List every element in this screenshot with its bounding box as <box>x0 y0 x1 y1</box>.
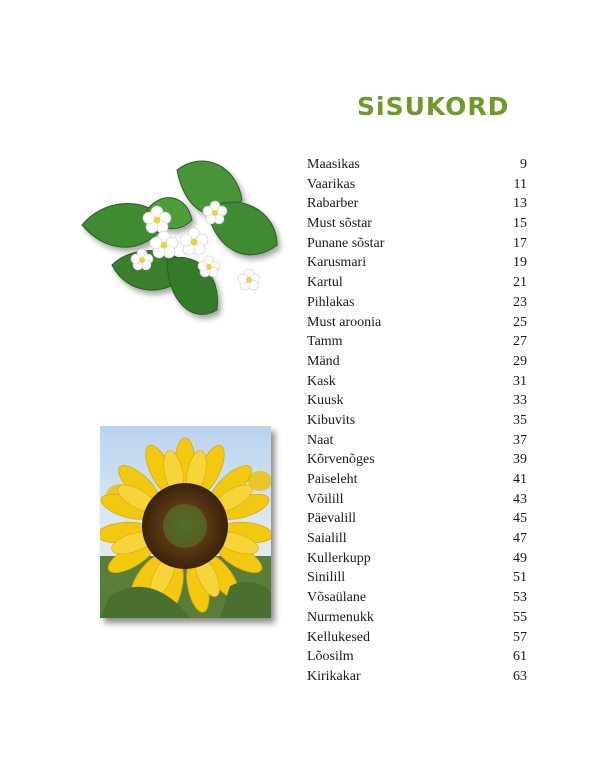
toc-entry-name: Vaarikas <box>307 176 356 192</box>
toc-page-number: 27 <box>513 334 527 350</box>
toc-entry-name: Võsaülane <box>307 590 367 606</box>
toc-row <box>307 194 527 214</box>
toc-page-number: 55 <box>513 609 527 625</box>
toc-entry-name: Nurmenukk <box>307 609 374 625</box>
toc-entry-name: Päevalill <box>307 511 356 527</box>
toc-entry-name: Punane sõstar <box>307 235 385 251</box>
toc-entry-name: Lõosilm <box>307 649 354 665</box>
table-of-contents <box>307 155 527 687</box>
toc-row <box>307 273 527 293</box>
toc-page-number: 47 <box>513 531 527 547</box>
toc-entry-name: Must sõstar <box>307 216 372 232</box>
toc-page-number: 41 <box>513 472 527 487</box>
toc-row <box>307 490 527 510</box>
toc-entry-name: Kirikakar <box>307 668 361 684</box>
toc-row <box>307 214 527 234</box>
toc-entry-name: Võilill <box>307 491 344 507</box>
toc-page-number: 63 <box>513 668 527 684</box>
toc-row <box>307 588 527 608</box>
toc-page-number: 17 <box>513 235 527 251</box>
toc-row <box>307 549 527 569</box>
toc-entry-name: Kullerkupp <box>307 550 371 566</box>
toc-page-number: 43 <box>513 491 527 507</box>
toc-row <box>307 352 527 372</box>
toc-row <box>307 608 527 628</box>
toc-page-number: 21 <box>513 275 527 291</box>
toc-page-number: 31 <box>513 373 527 389</box>
toc-entry-name: Karusmari <box>307 255 367 271</box>
toc-page-number: 33 <box>513 393 527 409</box>
strawberry-illustration <box>72 150 290 330</box>
toc-row <box>307 372 527 392</box>
toc-row <box>307 647 527 667</box>
toc-entry-name: Tamm <box>307 334 343 350</box>
toc-entry-name: Pihlakas <box>307 294 355 310</box>
toc-row <box>307 411 527 431</box>
toc-row <box>307 529 527 549</box>
toc-entry-name: Paiseleht <box>307 472 358 487</box>
toc-entry-name: Naat <box>307 432 334 448</box>
toc-row <box>307 509 527 529</box>
toc-row <box>307 175 527 195</box>
toc-entry-name: Maasikas <box>307 157 360 172</box>
toc-page-number: 51 <box>513 570 527 586</box>
toc-page-number: 9 <box>520 157 527 172</box>
toc-page-number: 57 <box>513 629 527 645</box>
toc-entry-name: Kibuvits <box>307 412 356 428</box>
toc-row <box>307 234 527 254</box>
toc-page-number: 49 <box>513 550 527 566</box>
toc-entry-name: Saialill <box>307 531 347 547</box>
toc-page-number: 29 <box>513 353 527 369</box>
toc-page-number: 37 <box>513 432 527 448</box>
toc-page-number: 25 <box>513 314 527 330</box>
toc-row <box>307 470 527 490</box>
toc-row <box>307 155 527 175</box>
toc-entry-name: Kellukesed <box>307 629 370 645</box>
sunflower-photo <box>100 426 271 618</box>
toc-row <box>307 628 527 648</box>
toc-row <box>307 313 527 333</box>
toc-row <box>307 391 527 411</box>
toc-row <box>307 431 527 451</box>
toc-page-number: 13 <box>513 196 527 212</box>
page-title: SiSUKORD <box>357 92 510 121</box>
toc-page-number: 15 <box>513 216 527 232</box>
toc-entry-name: Kartul <box>307 275 343 291</box>
toc-entry-name: Kõrvenõges <box>307 452 375 468</box>
toc-entry-name: Rabarber <box>307 196 359 212</box>
toc-page-number: 23 <box>513 294 527 310</box>
toc-entry-name: Kuusk <box>307 393 344 409</box>
toc-row <box>307 667 527 687</box>
toc-page-number: 19 <box>513 255 527 271</box>
toc-row <box>307 450 527 470</box>
toc-page-number: 45 <box>513 511 527 527</box>
toc-row <box>307 253 527 273</box>
toc-entry-name: Kask <box>307 373 336 389</box>
toc-row <box>307 332 527 352</box>
toc-entry-name: Sinilill <box>307 570 346 586</box>
toc-row <box>307 568 527 588</box>
toc-page-number: 11 <box>513 176 527 192</box>
toc-row <box>307 293 527 313</box>
toc-entry-name: Mänd <box>307 353 340 369</box>
toc-page-number: 61 <box>513 649 527 665</box>
toc-page-number: 53 <box>513 590 527 606</box>
toc-page-number: 35 <box>513 412 527 428</box>
toc-page-number: 39 <box>513 452 527 468</box>
toc-entry-name: Must aroonia <box>307 314 382 330</box>
